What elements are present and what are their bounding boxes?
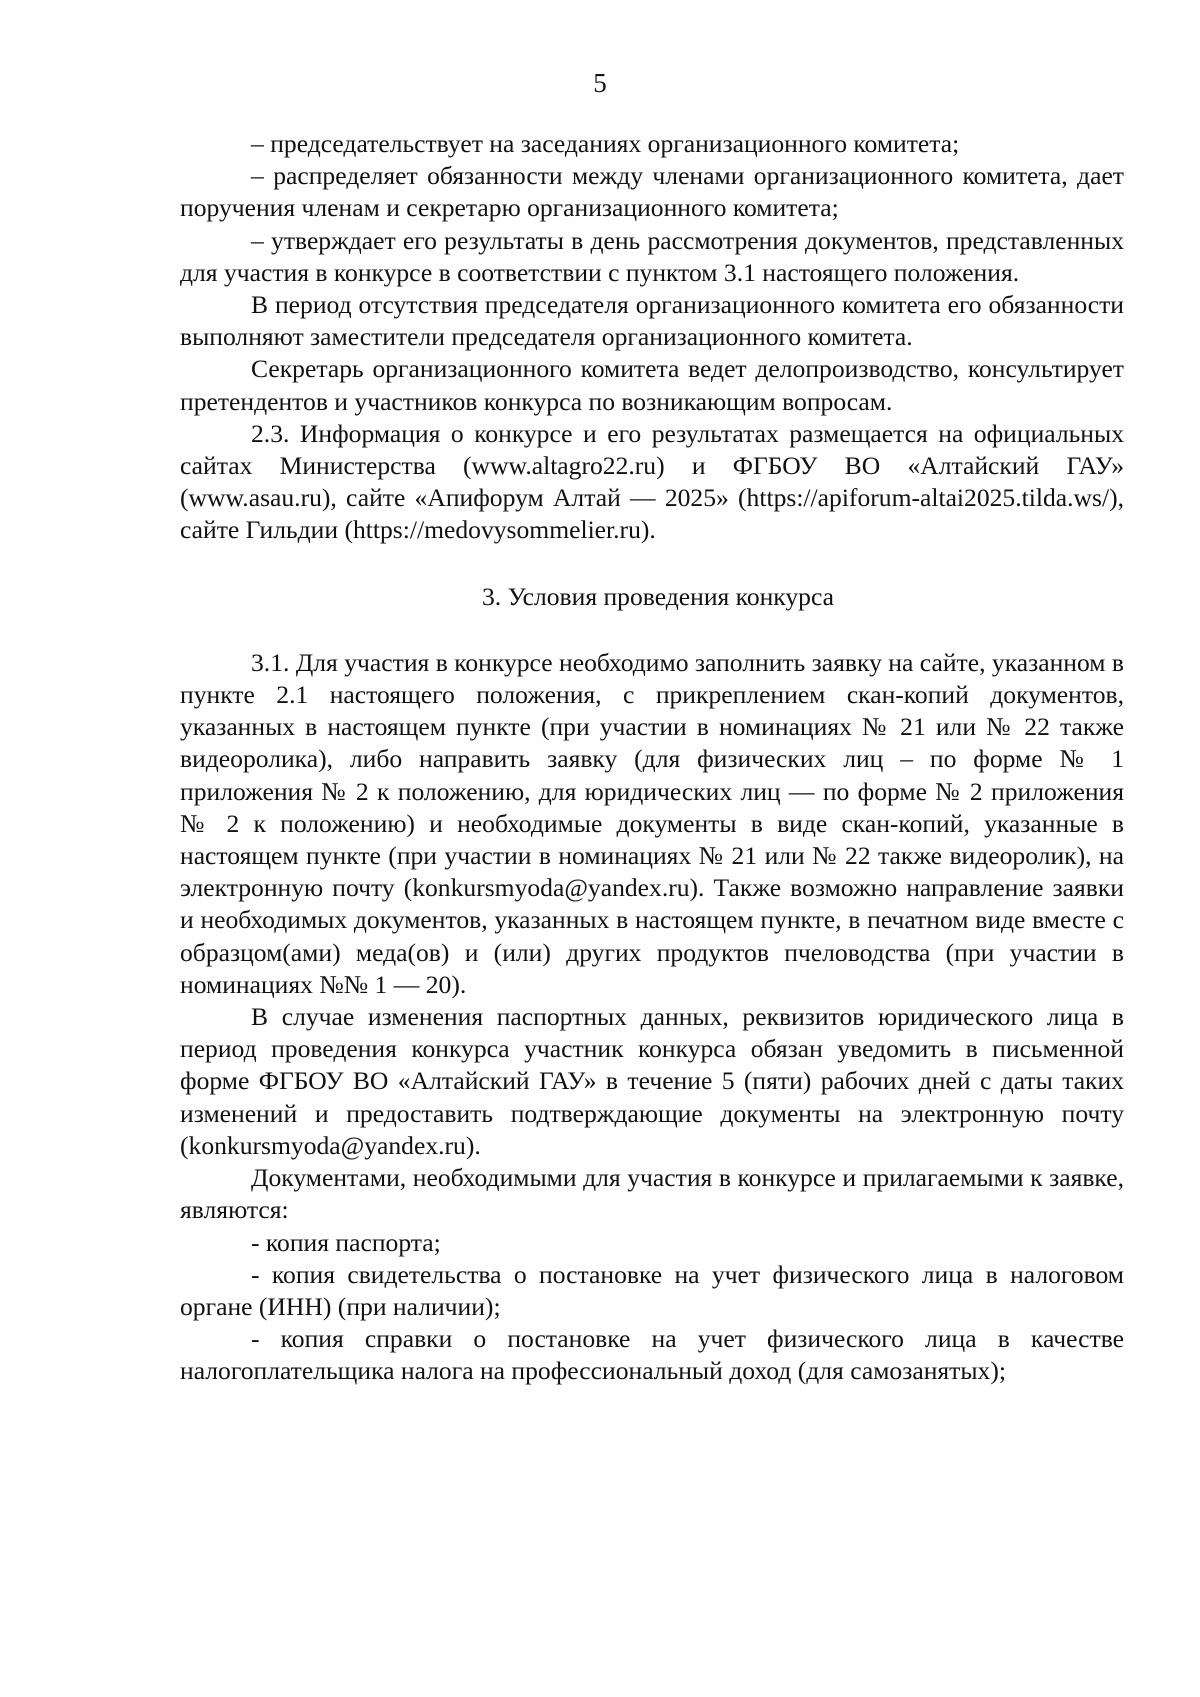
list-item-passport-copy: - копия паспорта; xyxy=(251,1227,441,1257)
paragraph-secretary-duties: Секретарь организационного комитета ведет делопроизводство, консультирует претендентов и участников конкурса по возникающим вопросам. xyxy=(180,354,1124,416)
document-body xyxy=(180,128,1124,1388)
list-item-distributes-duties: – распределяет обязанности между членами организационного комитета, дает поручения членам и секретарю организационного комитета; xyxy=(180,161,1124,223)
list-item-self-employed-certificate: - копия справки о постановке на учет физического лица в качестве налогоплательщика налога на профессиональный доход (для самозанятых); xyxy=(180,1324,1124,1386)
paragraph-2-3-information: 2.3. Информация о конкурсе и его результатах размещается на официальных сайтах Министерства (www.altagro22.ru) и ФГБОУ ВО «Алтайский ГАУ» (www.asau.ru), сайте «Апифорум Алтай — 2025» (https://apiforum-altai2025.tilda.ws/), сайте Гильдии (https://medovysommelier.ru). xyxy=(180,418,1124,545)
paragraph-data-changes: В случае изменения паспортных данных, реквизитов юридического лица в период проведения конкурса участник конкурса обязан уведомить в письменной форме ФГБОУ ВО «Алтайский ГАУ» в течение 5 (пяти) рабочих дней с даты таких изменений и предоставить подтверждающие документы на электронную почту (konkursmyoda@yandex.ru). xyxy=(180,1002,1124,1160)
paragraph-chairman-absence: В период отсутствия председателя организационного комитета его обязанности выполняют заместители председателя организационного комитета. xyxy=(180,290,1124,352)
list-item-approves-results: – утверждает его результаты в день рассмотрения документов, представленных для участия в конкурсе в соответствии с пунктом 3.1 настоящего положения. xyxy=(180,225,1124,287)
section-heading: 3. Условия проведения конкурса xyxy=(481,581,835,611)
list-item-inn-copy: - копия свидетельства о постановке на учет физического лица в налоговом органе (ИНН) (при наличии); xyxy=(180,1259,1124,1321)
paragraph-required-documents: Документами, необходимыми для участия в конкурсе и прилагаемыми к заявке, являются: xyxy=(180,1163,1124,1225)
paragraph-3-1-application: 3.1. Для участия в конкурсе необходимо заполнить заявку на сайте, указанном в пункте 2.1 настоящего положения, с прикреплением скан-копий документов, указанных в настоящем пункте (при участии в номинациях № 21 или № 22 также видеоролика), либо направить заявку (для физических лиц – по форме № 1 приложения № 2 к положению, для юридических лиц — по форме № 2 приложения № 2 к положению) и необходимые документы в виде скан-копий, указанные в настоящем пункте (при участии в номинациях № 21 или № 22 также видеоролик), на электронную почту (konkursmyoda@yandex.ru). Также возможно направление заявки и необходимых документов, указанных в настоящем пункте, в печатном виде вместе с образцом(ами) меда(ов) и (или) других продуктов пчеловодства (при участии в номинациях №№ 1 — 20). xyxy=(180,647,1124,999)
list-item-chairs-meetings: – председательствует на заседаниях организационного комитета; xyxy=(251,129,960,158)
page-number: 5 xyxy=(593,68,607,98)
